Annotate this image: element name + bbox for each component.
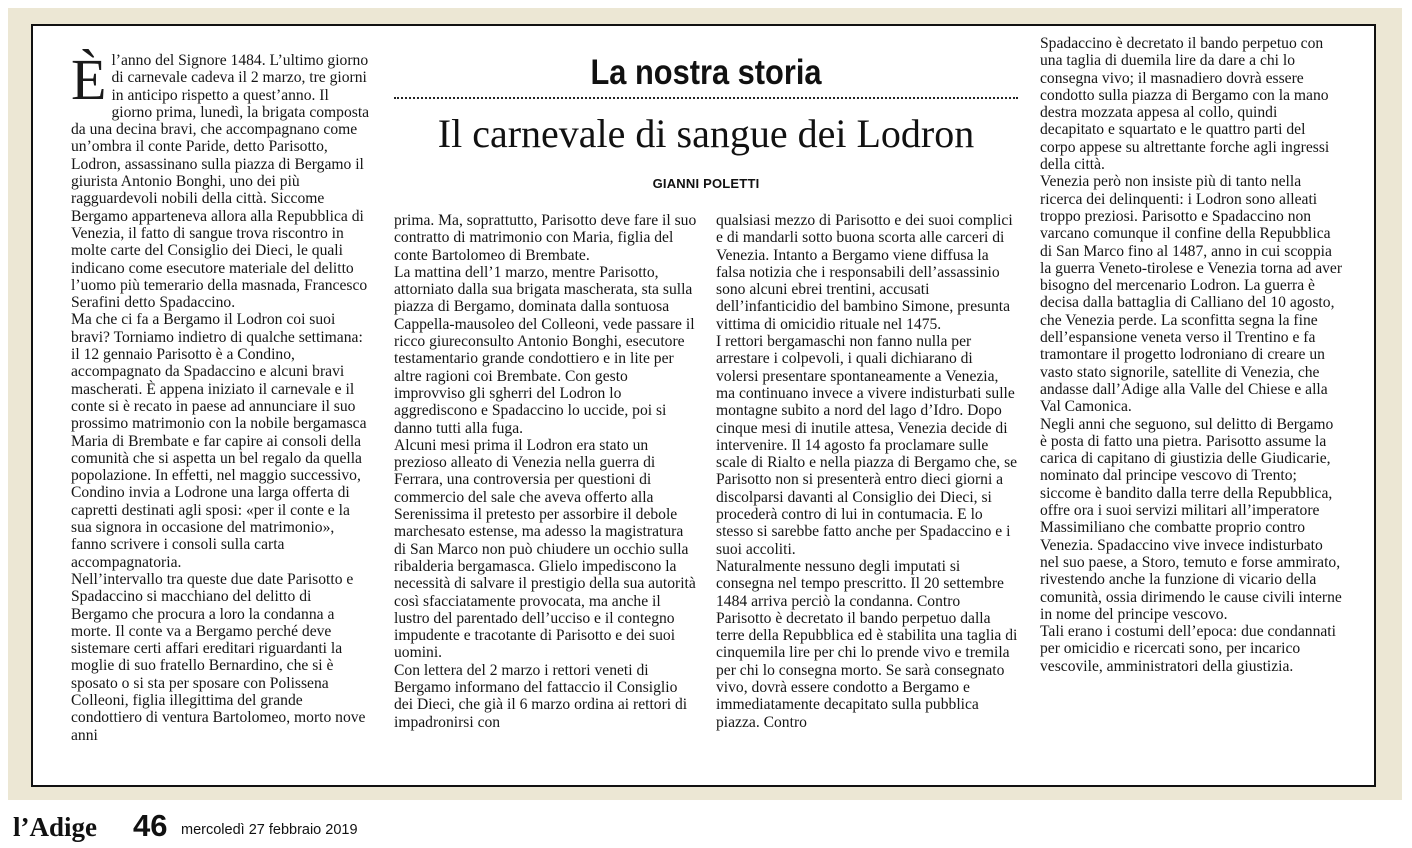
dotted-rule	[394, 97, 1018, 99]
paragraph: Ma che ci fa a Bergamo il Lodron coi suoi bravi? Torniamo indietro di qualche settimana: il 12 gennaio Parisotto è a Condino, accompagnato da Spadaccino e alcuni bravi mascherati. È appena iniziato il carnevale e il conte si è recato in paese ad annunciare il suo prossimo matrimonio con la nobile bergamasca Maria di Brembate e far capire ai consoli della comunità che si aspetta un bel regalo da quella popolazione. In effetti, nel maggio successivo, Condino invia a Lodrone una larga offerta di capretti destinati agli sposi: «per il conte e la sua signora in occasione del matrimonio», fanno scrivere i consoli sulla carta accompagnatoria.	[71, 311, 367, 571]
issue-date: mercoledì 27 febbraio 2019	[181, 822, 358, 838]
article-byline: GIANNI POLETTI	[652, 176, 760, 191]
article-column-4	[1040, 35, 1344, 675]
article-headline: Il carnevale di sangue dei Lodron	[437, 111, 975, 156]
paragraph: Tali erano i costumi dell’epoca: due condannati per omicidio e ricercati sono, per incarico vescovile, amministratori della giustizia.	[1040, 623, 1336, 675]
paragraph: qualsiasi mezzo di Parisotto e dei suoi complici e di mandarli sotto buona scorta alle carceri di Venezia. Intanto a Bergamo viene diffusa la falsa notizia che i responsabili dell’assassinio sono alcuni ebrei trentini, accusati dell’infanticidio del bambino Simone, presunta vittima di omicidio rituale nel 1475.	[716, 212, 1013, 333]
article-column-3	[716, 212, 1018, 731]
article-column-1	[71, 47, 371, 744]
paragraph: Venezia però non insiste più di tanto nella ricerca dei delinquenti: i Lodron sono alleati troppo preziosi. Parisotto e Spadaccino non varcano comunque il confine della Repubblica di San Marco fino al 1487, anno in cui scoppia la guerra Veneto-tirolese e Venezia torna ad aver bisogno del mercenario Lodron. La guerra è decisa dalla battaglia di Calliano del 10 agosto, che Venezia perde. La sconfitta segna la fine dell’espansione veneta verso il Trentino e fa tramontare il progetto lodroniano di creare un vasto stato signorile, satellite di Venezia, che andasse dall’Adige alla Valle del Chiese e alla Val Camonica.	[1040, 173, 1343, 416]
paragraph: Naturalmente nessuno degli imputati si consegna nel tempo prescritto. Il 20 settembre 1484 arriva perciò la condanna. Contro Parisotto è decretato il bando perpetuo dalla terre della Repubblica ed è stabilita una taglia di cinquemila lire per chi lo prende vivo e tremila per chi lo consegna morto. Se sarà consegnato vivo, dovrà essere condotto a Bergamo e immediatamente decapitato sulla pubblica piazza. Contro	[716, 557, 1018, 731]
paragraph: I rettori bergamaschi non fanno nulla per arrestare i colpevoli, i quali dichiarano di volersi presentare spontaneamente a Venezia, ma continuano invece a vivere indisturbati sulle montagne subito a nord del lago d’Idro. Dopo cinque mesi di inutile attesa, Venezia decide di intervenire. Il 14 agosto fa proclamare sulle scale di Rialto e nella piazza di Bergamo che, se Parisotto non si presenterà entro dieci giorni a discolparsi davanti al Consiglio dei Dieci, si procederà contro di lui in contumacia. E lo stesso si sarebbe fatto anche per Spadaccino e i suoi accoliti.	[716, 333, 1018, 558]
paragraph: prima. Ma, soprattutto, Parisotto deve fare il suo contratto di matrimonio con Maria, figlia del conte Bartolomeo di Brembate.	[394, 212, 697, 264]
paragraph: Negli anni che seguono, sul delitto di Bergamo è posta di fatto una pietra. Parisotto assume la carica di capitano di giustizia delle Giudicarie, nominato dal principe vescovo di Trento; siccome è bandito dalla terre della Repubblica, offre ora i suoi servizi militari all’imperatore Massimiliano che combatte proprio contro Venezia. Spadaccino vive invece indisturbato nel suo paese, a Storo, temuto e forse ammirato, rivestendo anche la funzione di vicario della comunità, ossia dirimendo le cause civili interne in nome del principe vescovo.	[1040, 415, 1342, 623]
page-number: 46	[133, 808, 168, 843]
paragraph: l’anno del Signore 1484. L’ultimo giorno di carnevale cadeva il 2 marzo, tre giorni in anticipo rispetto a quest’anno. Il giorno prima, lunedì, la brigata composta da una decina bravi, che accompagnano come un’ombra il conte Paride, detto Parisotto, Lodron, assassinano sulla piazza di Bergamo il giurista Antonio Bonghi, uno dei più ragguardevoli nobili della città. Siccome Bergamo apparteneva allora alla Repubblica di Venezia, il fatto di sangue trova riscontro in molte carte del Consiglio dei Dieci, le quali indicano come esecutore materiale del delitto l’uomo più temerario della masnada, Francesco Serafini detto Spadaccino.	[71, 52, 370, 312]
newspaper-logo: l’Adige	[13, 812, 97, 842]
drop-cap: È	[71, 47, 107, 112]
section-kicker: La nostra storia	[590, 53, 822, 92]
paragraph: Spadaccino è decretato il bando perpetuo con una taglia di duemila lire da dare a chi lo consegna vivo; il masnadiero dovrà essere condotto sulla piazza di Bergamo con la mano destra mozzata appesa al collo, quindi decapitato e squartato e le quattro parti del corpo appese su altrettante forche agli ingressi della città.	[1040, 35, 1330, 174]
paragraph: Nell’intervallo tra queste due date Parisotto e Spadaccino si macchiano del delitto di Bergamo che procura a loro la condanna a morte. Il conte va a Bergamo perché deve sistemare certi affari ereditari riguardanti la moglie di suo fratello Bernardino, che si è sposato o si sta per sposare con Polissena Colleoni, figlia illegittima del grande condottiero di ventura Bartolomeo, morto nove anni	[71, 570, 366, 744]
article-column-2	[394, 212, 698, 731]
paragraph: Alcuni mesi prima il Lodron era stato un prezioso alleato di Venezia nella guerra di Ferrara, una controversia per questioni di commercio del sale che aveva offerto alla Serenissima il pretesto per assorbire il debole marchesato estense, ma adesso la magistratura di San Marco non può chiudere un occhio sulla ribalderia bergamasca. Glielo impediscono la necessità di salvare il prestigio della sua autorità così sfacciatamente provocata, ma anche il lustro del parentado dell’ucciso e il contegno impudente e tracotante di Parisotto e dei suoi uomini.	[394, 436, 696, 662]
paragraph: Con lettera del 2 marzo i rettori veneti di Bergamo informano del fattaccio il Consiglio dei Dieci, che già il 6 marzo ordina ai rettori di impadronirsi con	[394, 661, 688, 731]
paragraph: La mattina dell’1 marzo, mentre Parisotto, attorniato dalla sua brigata mascherata, sta sulla piazza di Bergamo, dominata dalla sontuosa Cappella-mausoleo del Colleoni, vede passare il ricco giureconsulto Antonio Bonghi, esecutore testamentario grande condottiero e in lite per altre ragioni coi Brembate. Con gesto improvviso gli sgherri del Lodron lo aggrediscono e Spadaccino lo uccide, poi si danno tutti alla fuga.	[394, 263, 695, 437]
